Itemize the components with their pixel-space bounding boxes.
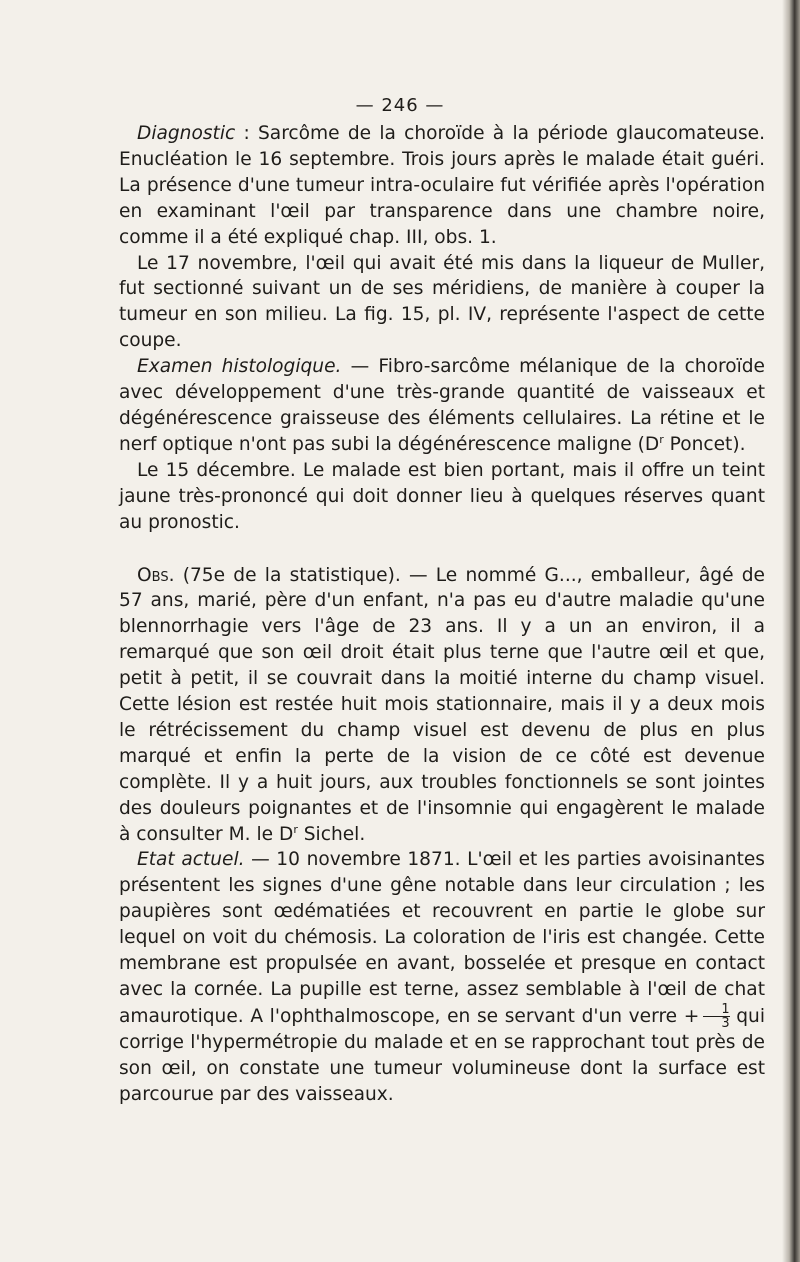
obs-text: (75e de la statistique). — Le nommé G..., emballeur, âgé de 57 ans, marié, père d'un enfant, n'a pas eu d'autre maladie qu'une blennorrhagie vers l'âge de 23 ans. Il y a un an environ, il a remarqué que son œil droit était plus terne que l'autre œil et que, petit à petit, il se couvrait dans la moitié interne du champ visuel. Cette lésion est restée huit mois stationnaire, mais il y a deux mois le rétrécissement du champ visuel est devenu de plus en plus marqué et enfin la perte de la vision de ce côté est devenue complète. Il y a huit jours, aux troubles fonctionnels se sont jointes des douleurs poignantes et de l'insomnie qui engagèrent le malade à consulter M. le D: [119, 564, 765, 845]
obs-sup: r: [293, 822, 298, 836]
lens-fraction: [703, 1003, 729, 1030]
fraction-numerator: 1: [721, 1001, 730, 1017]
paragraph-observation: [119, 563, 765, 848]
current-state-label: Etat actuel.: [137, 849, 245, 871]
paragraph-diagnostic: [119, 121, 765, 251]
diagnostic-label: Diagnostic: [137, 123, 236, 144]
obs-label: Obs.: [137, 564, 175, 586]
diagnostic-text: : Sarcôme de la choroïde à la période glaucomateuse. Enucléation le 16 septembre. Trois jours après le malade était guéri. La présence d'une tumeur intra-oculaire fut vérifiée après l'opération en examinant l'œil par transparence dans une chambre noire, comme il a été expliqué chap. III, obs. 1.: [119, 123, 765, 248]
page-body: [119, 121, 765, 1108]
section-gap: [119, 536, 765, 563]
paragraph-current-state: [119, 847, 765, 1107]
histology-label: Examen histologique.: [137, 356, 342, 378]
page-edge-shadow: [782, 0, 800, 1262]
paragraph-section: Le 17 novembre, l'œil qui avait été mis dans la liqueur de Muller, fut sectionné suivant un de ses méridiens, de manière à couper la tumeur en son milieu. La fig. 15, pl. IV, représente l'aspect de cette coupe.: [119, 252, 765, 352]
histology-text-a: — Fibro-sarcôme mélanique de la choroïde avec développement d'une très-grande quantité de vaisseaux et dégénérescence graisseuse des éléments cellulaires. La rétine et le nerf optique n'ont pas subi la dégénérescence maligne (D: [119, 356, 765, 455]
paragraph-december: Le 15 décembre. Le malade est bien portant, mais il offre un teint jaune très-prononcé qui doit donner lieu à quelques réserves quant au pronostic.: [119, 459, 765, 533]
page-number: — 246 —: [355, 95, 445, 116]
histology-sup: r: [659, 432, 664, 446]
current-state-text-a: — 10 novembre 1871. L'œil et les parties avoisinantes présentent les signes d'une gêne notable dans leur circulation ; les paupières sont œdématiées et recouvrent en partie le globe sur lequel on voit du chémosis. La coloration de l'iris est changée. Cette membrane est propulsée en avant, bosselée et presque en contact avec la cornée. La pupille est terne, assez semblable à l'œil de chat amaurotique. A l'ophthalmoscope, en se servant d'un verre +: [119, 849, 765, 1027]
obs-text-b: Sichel.: [297, 823, 366, 845]
current-state-text-b: qui corrige l'hypermétropie du malade et en se rapprochant tout près de son œil, on constate une tumeur volumineuse dont la surface est parcourue par des vaisseaux.: [119, 1005, 765, 1105]
fraction-denominator: 3: [703, 1016, 729, 1030]
histology-text-b: Poncet).: [663, 433, 746, 455]
paragraph-histology: [119, 354, 765, 458]
